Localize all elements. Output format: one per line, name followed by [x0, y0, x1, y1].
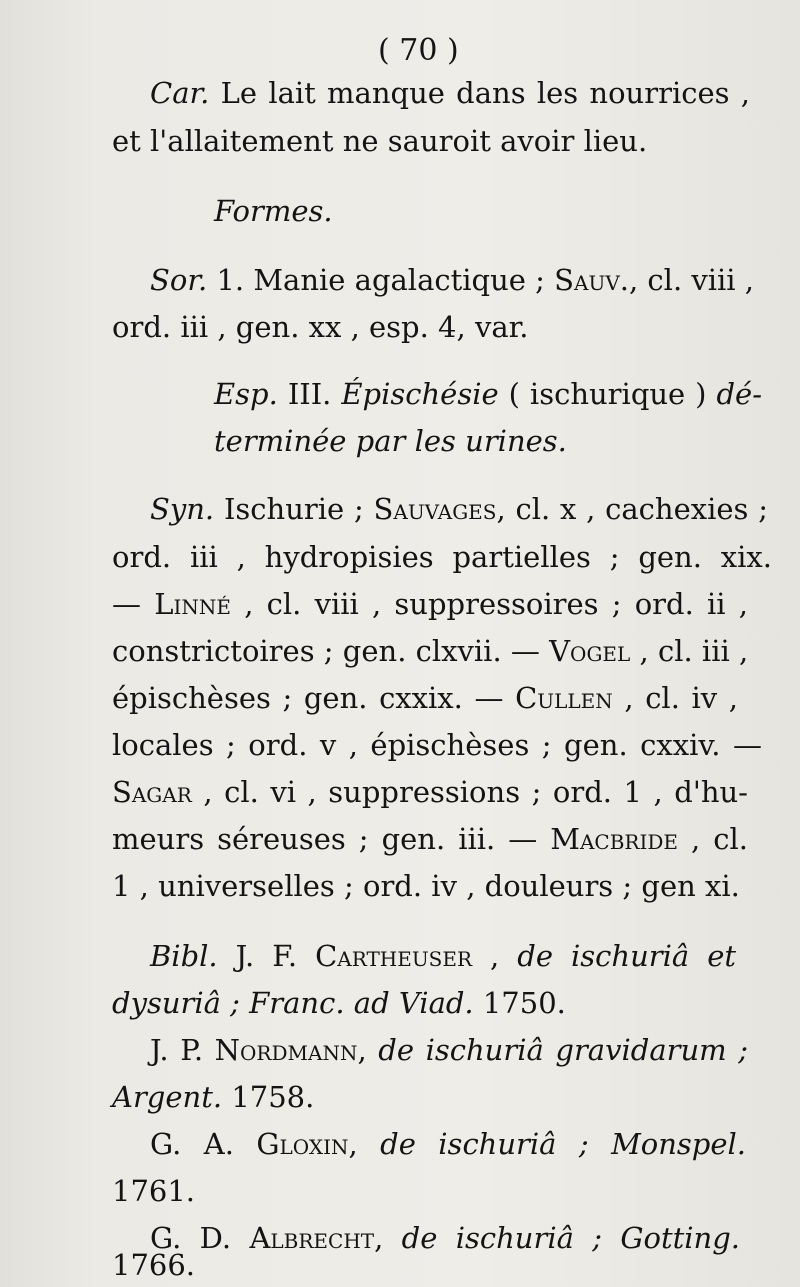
syn-author-macbride: Macbride [550, 822, 679, 856]
bibl-author: Nordmann [214, 1033, 358, 1067]
syn-line-5 [112, 681, 738, 715]
syn-author-vogel: Vogel [549, 634, 631, 668]
syn-line-4 [112, 634, 748, 668]
esp-line-2: terminée par les urines. [214, 424, 567, 458]
syn-text: , cl. vi , suppressions ; ord. 1 , d'hu- [191, 775, 748, 809]
car-line-1 [150, 76, 750, 110]
car-text-1: Le lait manque dans les nourrices , [220, 76, 750, 110]
bibl-year: 1750. [482, 986, 566, 1020]
bibl-year: 1758. [231, 1080, 315, 1114]
esp-line-1 [214, 377, 762, 411]
bibl-author: Cartheuser [315, 939, 473, 973]
bibl-author: Albrecht [249, 1221, 375, 1255]
esp-det: dé- [716, 377, 762, 411]
bibl-line-6: 1761. [112, 1174, 196, 1208]
car-line-2: et l'allaitement ne sauroit avoir lieu. [112, 124, 648, 158]
syn-text: épischèses ; gen. cxxix. — [112, 681, 516, 715]
syn-line-8 [112, 822, 748, 856]
syn-line-1 [150, 492, 768, 526]
syn-line-6 [112, 728, 762, 762]
bibl-place: Gotting. [620, 1221, 740, 1255]
bibl-title-cont: dysuriâ ; [112, 986, 240, 1020]
syn-text: , cl. iv , [612, 681, 738, 715]
esp-paren: ( ischurique ) [508, 377, 707, 411]
bibl-line-3: J. P. Nordmann, de ischuriâ gravidarum ; [150, 1033, 749, 1067]
syn-author-linne: Linné [154, 587, 231, 621]
bibl-place: Monspel. [611, 1127, 747, 1161]
bibl-line-1: Bibl. J. F. Cartheuser , de ischuriâ et [150, 939, 737, 973]
syn-text: constrictoires ; gen. clxvii. — [112, 634, 550, 668]
syn-text: — [112, 587, 155, 621]
car-label: Car. [150, 76, 210, 110]
bibl-title: de ischuriâ ; [401, 1221, 602, 1255]
bibl-title: de ischuriâ gravidarum ; [378, 1033, 749, 1067]
sor-text-c: , cl. viii , [628, 263, 755, 297]
formes-heading: Formes. [214, 194, 333, 228]
bibl-initials: J. P. [150, 1033, 204, 1067]
syn-author-sauvages: Sauvages [373, 492, 497, 526]
syn-author-sagar: Sagar [112, 775, 192, 809]
syn-text: Ischurie ; [223, 492, 364, 526]
sor-author: Sauv. [554, 263, 629, 297]
bibl-line-5: G. A. Gloxin, de ischuriâ ; Monspel. [150, 1127, 747, 1161]
bibl-place: Argent. [112, 1080, 223, 1114]
syn-text: ord. iii , hydropisies partielles ; gen. xix. [112, 540, 772, 574]
syn-label: Syn. [150, 492, 215, 526]
bibl-initials: G. A. [150, 1127, 234, 1161]
bibl-initials: G. D. [150, 1221, 232, 1255]
syn-line-7 [112, 775, 748, 809]
page-number: ( 70 ) [378, 33, 459, 68]
bibl-place: Franc. ad Viad. [249, 986, 474, 1020]
bibl-title: de ischuriâ ; [380, 1127, 589, 1161]
esp-number: III. [287, 377, 332, 411]
bibl-line-4 [112, 1080, 314, 1114]
syn-line-2 [112, 540, 772, 574]
bibl-line-7: G. D. Albrecht, de ischuriâ ; Gotting. [150, 1221, 740, 1255]
sor-text-a: 1. Manie agalactique ; [216, 263, 545, 297]
bibl-label: Bibl. [150, 939, 218, 973]
syn-text: , cl. iii , [630, 634, 749, 668]
syn-text: , cl. viii , suppressoires ; ord. ii , [230, 587, 749, 621]
syn-text: , cl. [678, 822, 748, 856]
syn-text: , cl. x , cachexies ; [496, 492, 768, 526]
bibl-title: de ischuriâ et [517, 939, 737, 973]
esp-name: Épischésie [341, 377, 499, 411]
syn-line-3 [112, 587, 748, 621]
sor-label: Sor. [150, 263, 208, 297]
bibl-line-8: 1766. [112, 1248, 196, 1282]
bibl-line-2 [112, 986, 566, 1020]
esp-label: Esp. [214, 377, 278, 411]
bibl-author: Gloxin [256, 1127, 349, 1161]
syn-text: locales ; ord. v , épischèses ; gen. cxxiv. — [112, 728, 762, 762]
syn-line-9: 1 , universelles ; ord. iv , douleurs ; gen xi. [112, 869, 740, 903]
sor-line-1 [150, 263, 755, 297]
sor-line-2: ord. iii , gen. xx , esp. 4, var. [112, 310, 529, 344]
bibl-initials: J. F. [235, 939, 298, 973]
syn-author-cullen: Cullen [515, 681, 613, 715]
syn-text: meurs séreuses ; gen. iii. — [112, 822, 551, 856]
